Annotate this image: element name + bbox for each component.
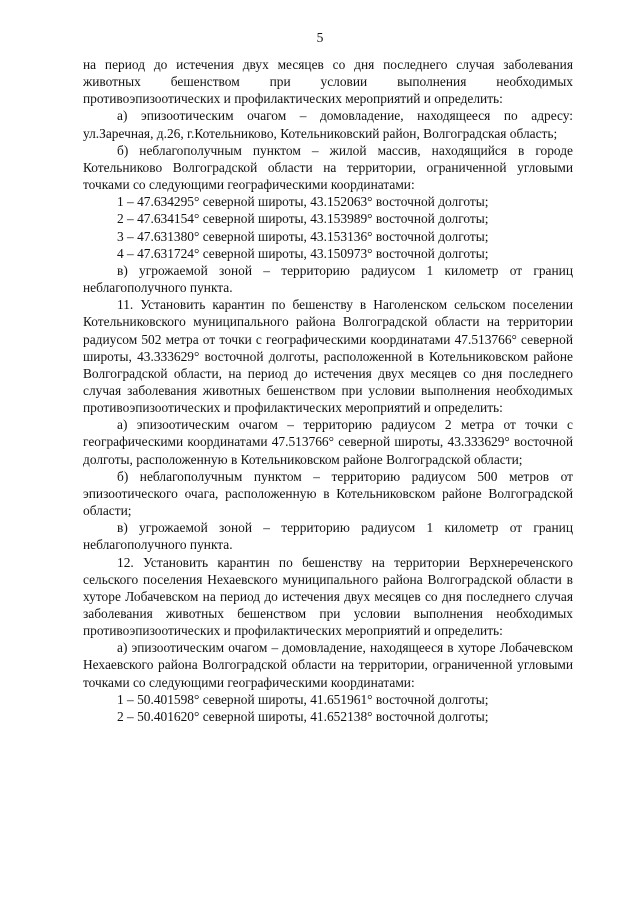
paragraph-focus-household: а) эпизоотическим очагом – домовладение, находящееся в хуторе Лобачевском Нехаевского района Волгоградской области на территории, ограниченной угловыми точками со следующими географическими координатами: bbox=[83, 640, 573, 690]
paragraph-unfavorable-radius: б) неблагополучным пунктом – территорию радиусом 500 метров от эпизоотического очага, расположенную в Котельниковском районе Волгоградской области; bbox=[83, 468, 573, 519]
paragraph-unfavorable-point: б) неблагополучным пунктом – жилой массив, находящийся в городе Котельниково Волгоградской области на территории, ограниченной угловыми точками со следующими географическими координатами: bbox=[83, 142, 573, 193]
paragraph-focus-radius: а) эпизоотическим очагом – территорию радиусом 2 метра от точки с географическими координатами 47.513766° северной широты, 43.333629° восточной долготы, расположенную в Котельниковском районе Волгоградской области; bbox=[83, 417, 573, 467]
paragraph-focus-address: а) эпизоотическим очагом – домовладение, находящееся по адресу: ул.Заречная, д.26, г.Котельниково, Котельниковский район, Волгоградская область; bbox=[83, 108, 573, 141]
coordinate-line: 4 – 47.631724° северной широты, 43.150973° восточной долготы; bbox=[117, 245, 489, 261]
paragraph-threatened-zone: в) угрожаемой зоной – территорию радиусом 1 километр от границ неблагополучного пункта. bbox=[83, 520, 573, 553]
document-body bbox=[83, 56, 573, 725]
coordinate-line: 2 – 50.401620° северной широты, 41.652138° восточной долготы; bbox=[117, 708, 489, 724]
coordinate-line: 1 – 50.401598° северной широты, 41.651961° восточной долготы; bbox=[117, 691, 489, 707]
paragraph-item-11: 11. Установить карантин по бешенству в Наголенском сельском поселении Котельниковского муниципального района Волгоградской области на территории радиусом 502 метра от точки с географическими координатами 47.513766° северной широты, 43.333629° восточной долготы, расположенной в Котельниковском районе Волгоградской области, на период до истечения двух месяцев со дня последнего случая заболевания животных бешенством при условии выполнения необходимых противоэпизоотических и профилактических мероприятий и определить: bbox=[83, 297, 573, 416]
coordinate-line: 3 – 47.631380° северной широты, 43.153136° восточной долготы; bbox=[117, 228, 489, 244]
paragraph-continuation: на период до истечения двух месяцев со дня последнего случая заболевания животных бешенством при условии выполнения необходимых противоэпизоотических и профилактических мероприятий и определить: bbox=[83, 57, 573, 107]
page-number: 5 bbox=[316, 30, 324, 45]
coordinate-line: 1 – 47.634295° северной широты, 43.152063° восточной долготы; bbox=[117, 194, 489, 210]
paragraph-item-12: 12. Установить карантин по бешенству на территории Верхнереченского сельского поселения Нехаевского муниципального района Волгоградской области в хуторе Лобачевском на период до истечения двух месяцев со дня последнего случая заболевания животных бешенством при условии выполнения необходимых противоэпизоотических и профилактических мероприятий и определить: bbox=[83, 554, 573, 639]
coordinate-line: 2 – 47.634154° северной широты, 43.153989° восточной долготы; bbox=[117, 211, 489, 227]
paragraph-threatened-zone: в) угрожаемой зоной – территорию радиусом 1 километр от границ неблагополучного пункта. bbox=[83, 262, 573, 296]
